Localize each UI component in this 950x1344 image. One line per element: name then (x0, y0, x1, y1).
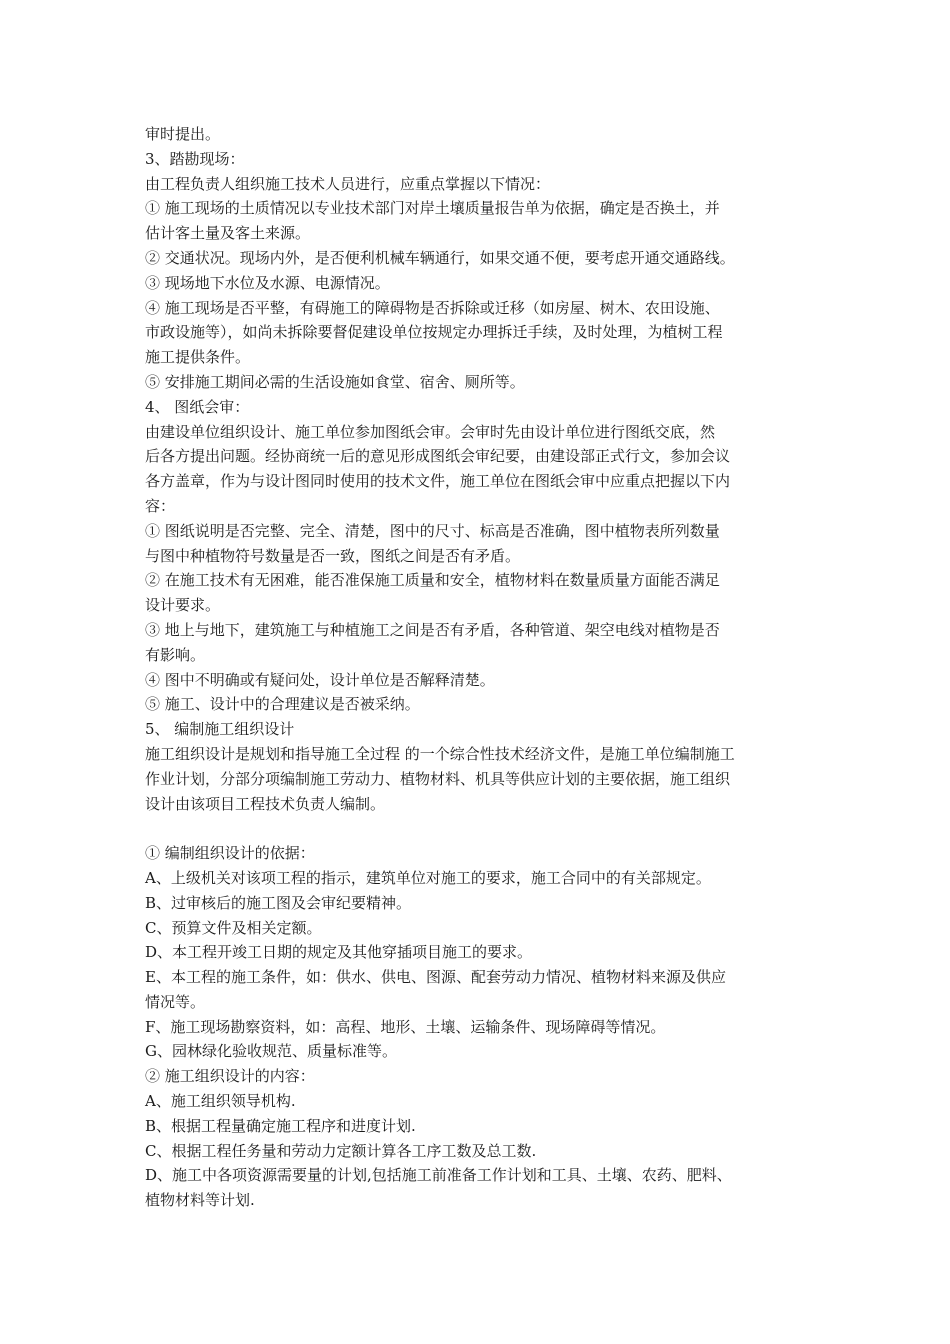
text-line: 设计要求。 (145, 596, 221, 615)
text-line: 后各方提出问题。经协商统一后的意见形成图纸会审纪要，由建设部正式行文，参加会议 (145, 447, 731, 466)
text-line: 与图中种植物符号数量是否一致，图纸之间是否有矛盾。 (145, 546, 521, 565)
list-item: B、根据工程量确定施工程序和进度计划. (145, 1116, 416, 1135)
list-item: A、上级机关对该项工程的指示，建筑单位对施工的要求，施工合同中的有关部规定。 (145, 868, 711, 887)
text-line: 作业计划，分部分项编制施工劳动力、植物材料、机具等供应计划的主要依据，施工组织 (145, 769, 731, 788)
text-line: 情况等。 (145, 992, 206, 1011)
list-item: ③ 现场地下水位及水源、电源情况。 (145, 273, 390, 292)
text-line: 估计客土量及客土来源。 (145, 224, 311, 243)
list-item: ⑤ 安排施工期间必需的生活设施如食堂、宿舍、厕所等。 (145, 372, 525, 391)
text-line: 设计由该项目工程技术负责人编制。 (145, 794, 386, 813)
section-heading-3: 3、踏勘现场： (145, 149, 245, 168)
list-item: A、施工组织领导机构. (145, 1092, 296, 1111)
list-item: ④ 施工现场是否平整，有碍施工的障碍物是否拆除或迁移（如房屋、树木、农田设施、 (145, 298, 720, 317)
list-item: ③ 地上与地下，建筑施工与种植施工之间是否有矛盾，各种管道、架空电线对植物是否 (145, 620, 720, 639)
list-item: G、园林绿化验收规范、质量标准等。 (145, 1042, 397, 1061)
list-item: ① 编制组织设计的依据： (145, 844, 315, 863)
list-item: D、本工程开竣工日期的规定及其他穿插项目施工的要求。 (145, 943, 533, 962)
text-line: 有影响。 (145, 645, 206, 664)
blank-line (145, 816, 825, 841)
list-item: C、根据工程任务量和劳动力定额计算各工序工数及总工数. (145, 1141, 537, 1160)
section-heading-4: 4、 图纸会审： (145, 397, 250, 416)
list-item: ② 施工组织设计的内容： (145, 1067, 315, 1086)
list-item: F、施工现场勘察资料，如：高程、地形、土壤、运输条件、现场障碍等情况。 (145, 1017, 666, 1036)
list-item: B、过审核后的施工图及会审纪要精神。 (145, 893, 412, 912)
text-line: 施工组织设计是规划和指导施工全过程 的一个综合性技术经济文件，是施工单位编制施工 (145, 744, 735, 763)
list-item: ⑤ 施工、设计中的合理建议是否被采纳。 (145, 695, 420, 714)
document-body (145, 122, 825, 1213)
text-line: 容： (145, 496, 176, 515)
list-item: C、预算文件及相关定额。 (145, 918, 322, 937)
list-item: ① 施工现场的土质情况以专业技术部门对岸土壤质量报告单为依据，确定是否换土，并 (145, 199, 720, 218)
text-line: 市政设施等），如尚未拆除要督促建设单位按规定办理拆迁手续，及时处理，为植树工程 (145, 323, 723, 342)
list-item: ② 交通状况。现场内外，是否便利机械车辆通行，如果交通不便，要考虑开通交通路线。 (145, 248, 735, 267)
section-heading-5: 5、 编制施工组织设计 (145, 720, 295, 739)
text-line: 由工程负责人组织施工技术人员进行，应重点掌握以下情况： (145, 174, 551, 193)
text-line: 施工提供条件。 (145, 348, 251, 367)
list-item: ② 在施工技术有无困难，能否准保施工质量和安全，植物材料在数量质量方面能否满足 (145, 571, 720, 590)
list-item: E、本工程的施工条件，如：供水、供电、图源、配套劳动力情况、植物材料来源及供应 (145, 968, 726, 987)
text-line: 植物材料等计划. (145, 1191, 255, 1210)
text-line: 各方盖章，作为与设计图同时使用的技术文件，施工单位在图纸会审中应重点把握以下内 (145, 472, 731, 491)
list-item: ④ 图中不明确或有疑问处，设计单位是否解释清楚。 (145, 670, 495, 689)
text-line: 由建设单位组织设计、施工单位参加图纸会审。会审时先由设计单位进行图纸交底，然 (145, 422, 716, 441)
list-item: D、施工中各项资源需要量的计划,包括施工前准备工作计划和工具、土壤、农药、肥料、 (145, 1166, 732, 1185)
list-item: ① 图纸说明是否完整、完全、清楚，图中的尺寸、标高是否准确，图中植物表所列数量 (145, 521, 720, 540)
text-line: 审时提出。 (145, 125, 221, 143)
